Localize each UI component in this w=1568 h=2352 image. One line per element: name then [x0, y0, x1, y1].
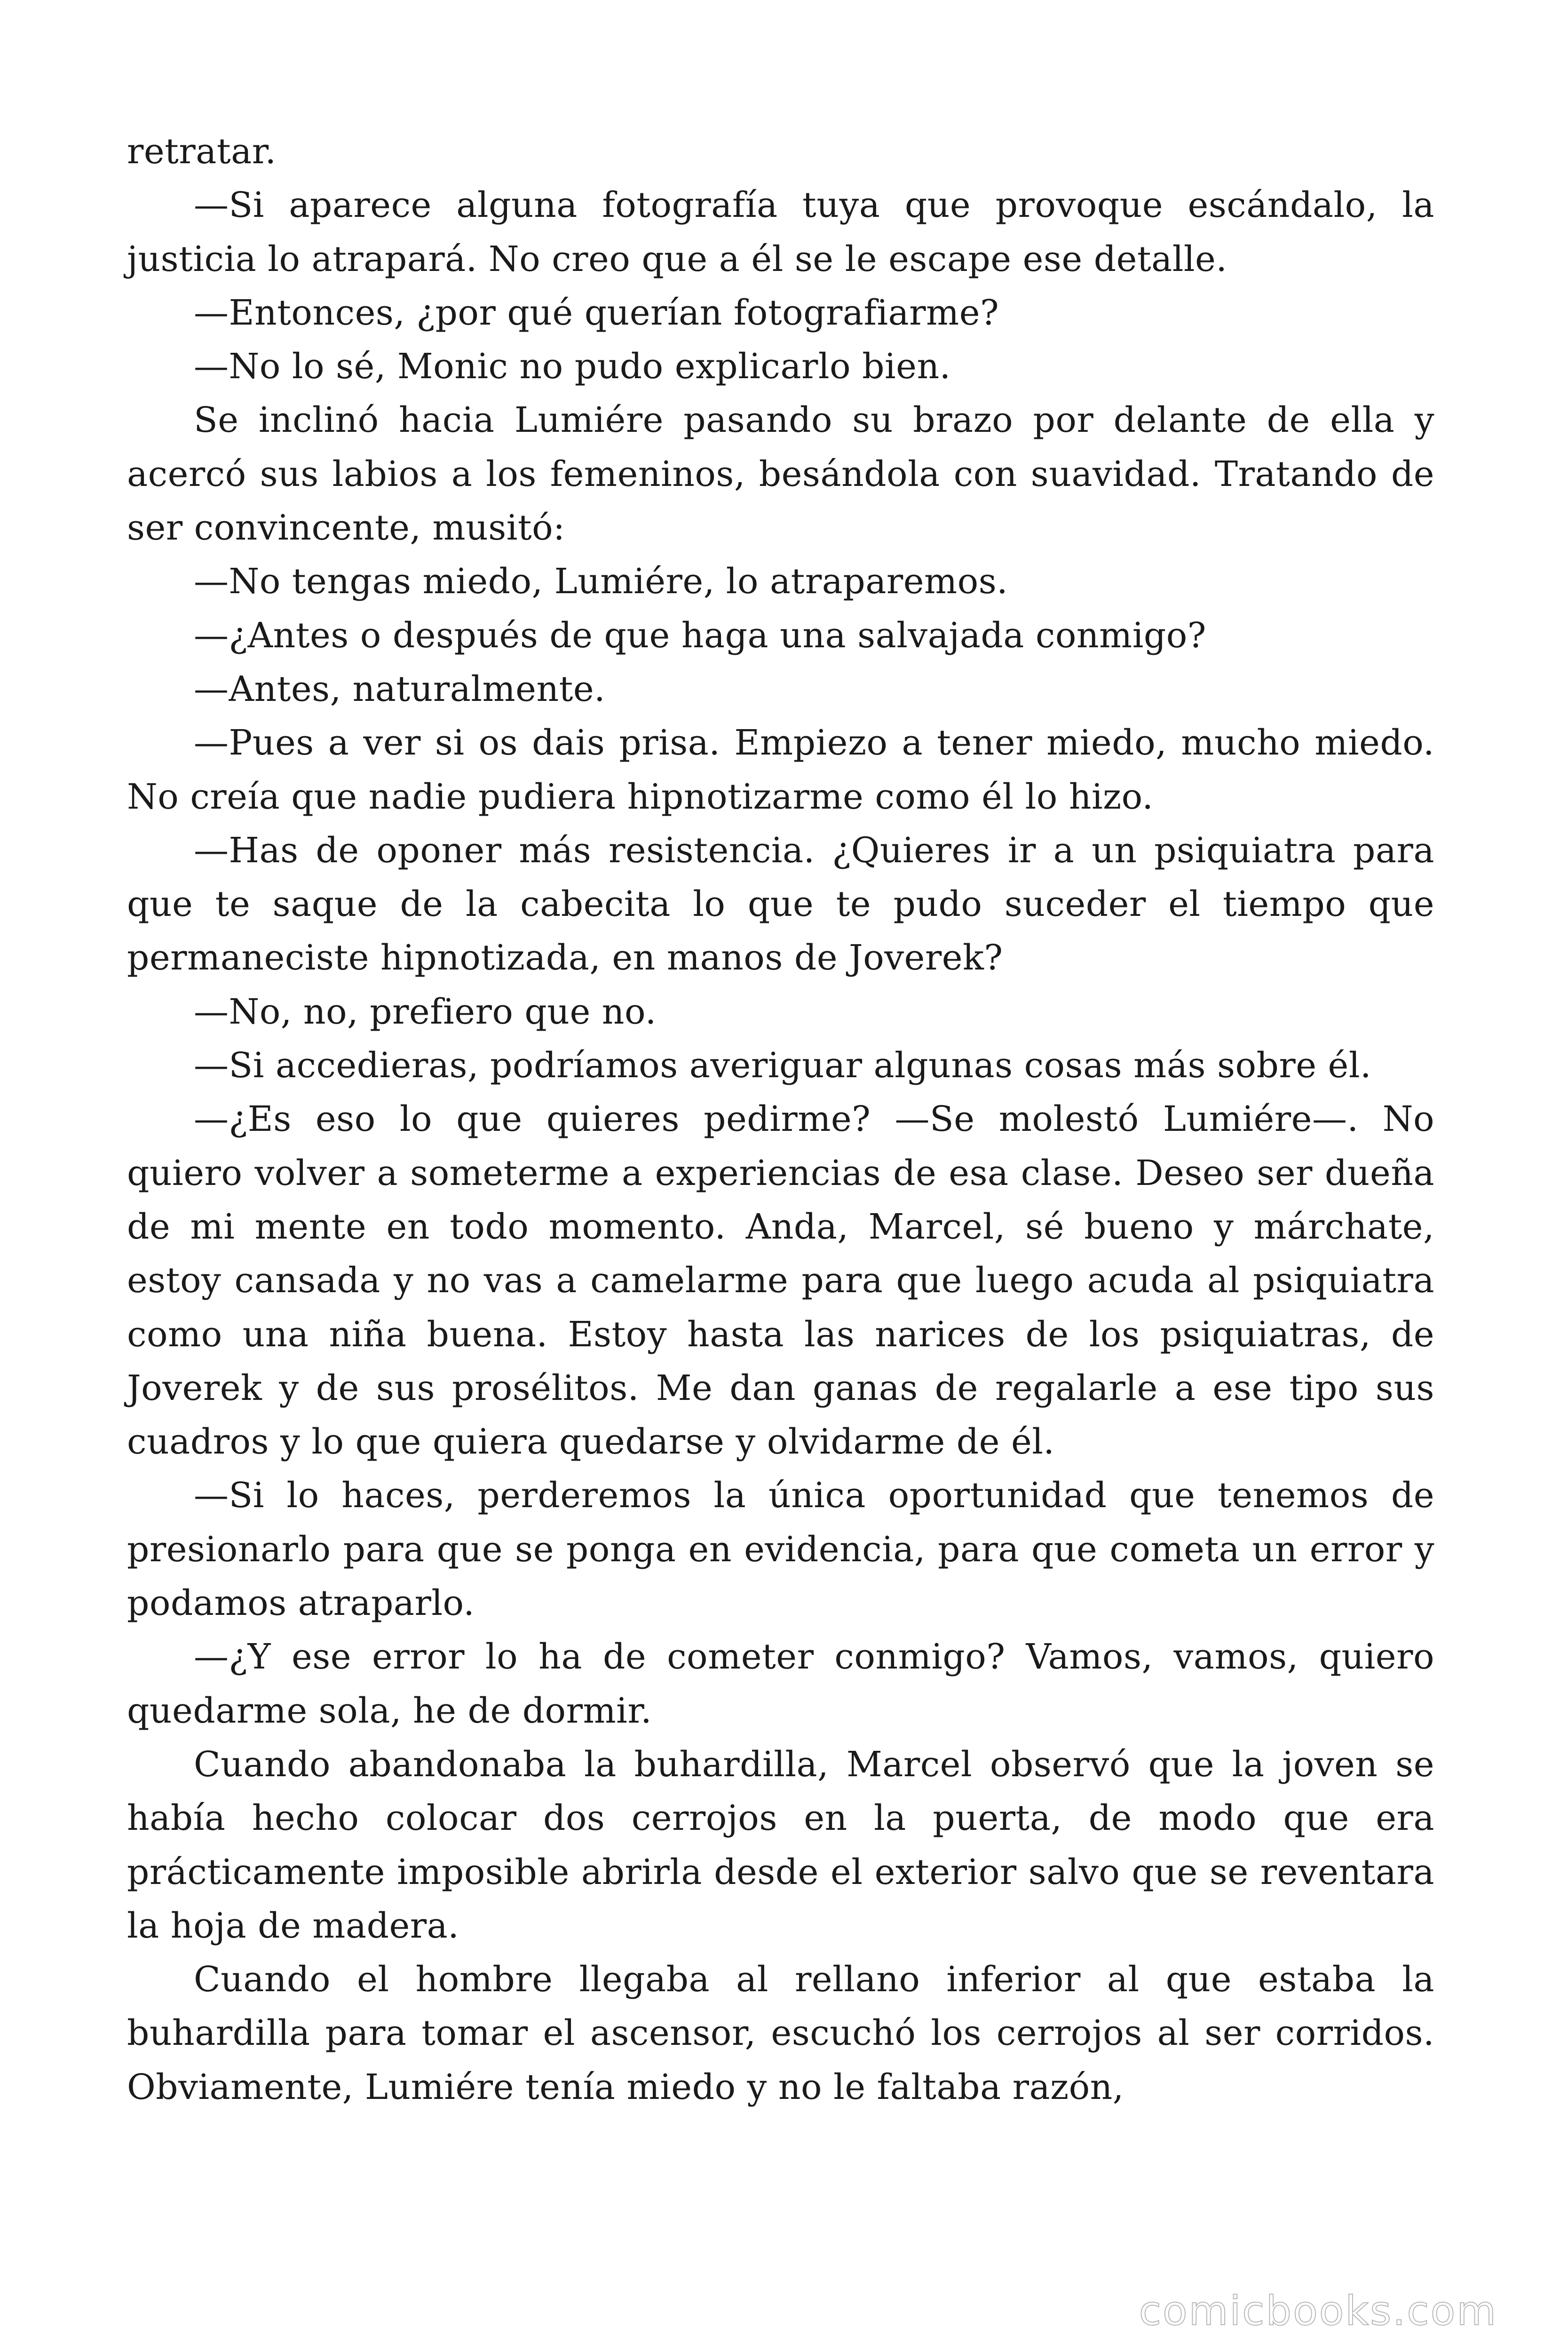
paragraph: —No, no, prefiero que no. — [194, 991, 657, 1032]
paragraph: —Has de oponer más resistencia. ¿Quieres ir a un psiquiatra para que te saque de la cabecita lo que te pudo suceder el tiempo que permaneciste hipnotizada, en manos de Joverek? — [127, 830, 1434, 978]
paragraph: Cuando abandonaba la buhardilla, Marcel observó que la joven se había hecho colocar dos cerrojos en la puerta, de modo que era prácticamente imposible abrirla desde el exterior salvo que se reventara la hoja de madera. — [127, 1744, 1434, 1946]
paragraph: —No lo sé, Monic no pudo explicarlo bien. — [194, 346, 951, 387]
paragraph: —Antes, naturalmente. — [194, 668, 606, 709]
paragraph: Se inclinó hacia Lumiére pasando su brazo por delante de ella y acercó sus labios a los femeninos, besándola con suavidad. Tratando de ser convincente, musitó: — [127, 400, 1434, 548]
paragraph: —Pues a ver si os dais prisa. Empiezo a tener miedo, mucho miedo. No creía que nadie pudiera hipnotizarme como él lo hizo. — [127, 723, 1434, 817]
paragraph: —Si aparece alguna fotografía tuya que provoque escándalo, la justicia lo atrapará. No creo que a él se le escape ese detalle. — [127, 185, 1434, 279]
paragraph: —¿Antes o después de que haga una salvajada conmigo? — [194, 615, 1206, 656]
paragraph: —Si accedieras, podríamos averiguar algunas cosas más sobre él. — [194, 1045, 1372, 1086]
paragraph: —Entonces, ¿por qué querían fotografiarme? — [194, 292, 999, 333]
watermark: comicbooks.com — [1139, 2288, 1497, 2335]
paragraph: —Si lo haces, perderemos la única oportunidad que tenemos de presionarlo para que se ponga en evidencia, para que cometa un error y podamos atraparlo. — [127, 1475, 1434, 1624]
paragraph: Cuando el hombre llegaba al rellano inferior al que estaba la buhardilla para tomar el ascensor, escuchó los cerrojos al ser corridos. Obviamente, Lumiére tenía miedo y no le faltaba razón, — [127, 1959, 1434, 2107]
paragraph: —¿Y ese error lo ha de cometer conmigo? Vamos, vamos, quiero quedarme sola, he de dormir. — [127, 1637, 1434, 1731]
paragraph: —No tengas miedo, Lumiére, lo atraparemos. — [194, 561, 1008, 602]
book-page — [127, 125, 1434, 2114]
paragraph: —¿Es eso lo que quieres pedirme? —Se molestó Lumiére—. No quiero volver a someterme a experiencias de esa clase. Deseo ser dueña de mi mente en todo momento. Anda, Marcel, sé bueno y márchate, estoy cansada y no vas a camelarme para que luego acuda al psiquiatra como una niña buena. Estoy hasta las narices de los psiquiatras, de Joverek y de sus prosélitos. Me dan ganas de regalarle a ese tipo sus cuadros y lo que quiera quedarse y olvidarme de él. — [127, 1099, 1434, 1462]
paragraph: retratar. — [127, 131, 277, 172]
